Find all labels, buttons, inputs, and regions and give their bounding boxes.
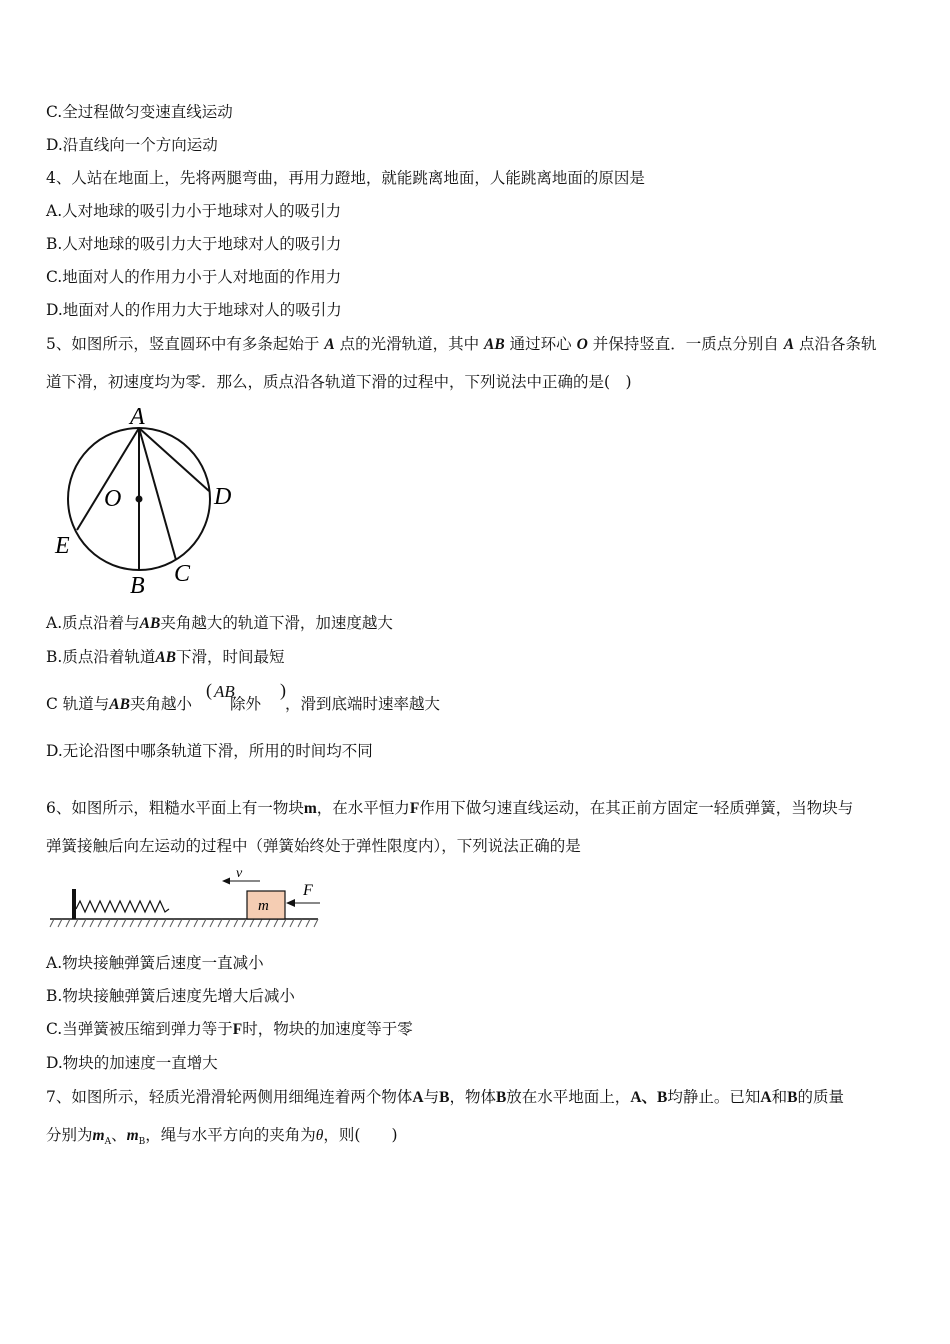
wall bbox=[72, 889, 76, 919]
q5-option-c: C 轨道与AB夹角越小 除外 ，滑到底端时速率越大 bbox=[46, 695, 441, 713]
q5-circle-figure bbox=[50, 400, 250, 600]
q4-option-a: A.人对地球的吸引力小于地球对人的吸引力 bbox=[46, 202, 342, 220]
q4-option-b: B.人对地球的吸引力大于地球对人的吸引力 bbox=[46, 235, 342, 253]
q3-option-d: D.沿直线向一个方向运动 bbox=[46, 136, 218, 154]
q5-stem-line1: 5、如图所示，竖直圆环中有多条起始于 A 点的光滑轨道，其中 AB 通过环心 O 并保持竖直．一质点分别自 A 点沿各条轨 bbox=[46, 335, 877, 353]
q5-option-c-paren-ab: AB bbox=[214, 682, 235, 701]
q4-option-d: D.地面对人的作用力大于地球对人的吸引力 bbox=[46, 301, 342, 319]
q6-option-d: D.物块的加速度一直增大 bbox=[46, 1054, 218, 1072]
q6-option-b: B.物块接触弹簧后速度先增大后减小 bbox=[46, 987, 295, 1005]
q5-option-b: B.质点沿着轨道AB下滑，时间最短 bbox=[46, 648, 285, 666]
velocity-label: v bbox=[236, 866, 243, 881]
q6-option-c: C.当弹簧被压缩到弹力等于F时，物块的加速度等于零 bbox=[46, 1020, 413, 1038]
label-a: A bbox=[130, 404, 145, 430]
q5-option-c-paren-close: ) bbox=[280, 680, 286, 700]
q3-option-c: C.全过程做匀变速直线运动 bbox=[46, 103, 233, 121]
q6-stem-line1: 6、如图所示，粗糙水平面上有一物块m，在水平恒力F作用下做匀速直线运动，在其正前方固定一轻质弹簧，当物块与 bbox=[46, 799, 854, 817]
ground-hatch bbox=[50, 919, 318, 927]
center-dot bbox=[136, 496, 143, 503]
q6-spring-figure bbox=[48, 864, 338, 934]
q4-stem: 4、人站在地面上，先将两腿弯曲，再用力蹬地，就能跳离地面，人能跳离地面的原因是 bbox=[46, 169, 645, 187]
label-b: B bbox=[130, 573, 145, 599]
q6-option-a: A.物块接触弹簧后速度一直减小 bbox=[46, 954, 264, 972]
q5-stem-line2: 道下滑，初速度均为零．那么，质点沿各轨道下滑的过程中，下列说法中正确的是( ) bbox=[46, 373, 632, 391]
label-d: D bbox=[214, 484, 232, 510]
q7-stem-line2: 分别为$m_A$、$m_B$，绳与水平方向的夹角为θ，则( ) bbox=[46, 1126, 398, 1148]
label-o: O bbox=[104, 486, 122, 512]
q7-stem-line1: 7、如图所示，轻质光滑滑轮两侧用细绳连着两个物体A与B，物体B放在水平地面上，A、B均静止。已知A和B的质量 bbox=[46, 1088, 844, 1106]
q6-stem-line2: 弹簧接触后向左运动的过程中（弹簧始终处于弹性限度内），下列说法正确的是 bbox=[46, 837, 581, 855]
velocity-arrow-head bbox=[222, 878, 230, 885]
track-ac bbox=[139, 428, 176, 560]
block-label-m: m bbox=[258, 898, 269, 914]
q5-option-d: D.无论沿图中哪条轨道下滑，所用的时间均不同 bbox=[46, 742, 373, 760]
q4-option-c: C.地面对人的作用力小于人对地面的作用力 bbox=[46, 268, 342, 286]
label-e: E bbox=[55, 533, 70, 559]
q5-option-c-paren-open: ( bbox=[206, 680, 212, 700]
force-label: F bbox=[303, 882, 313, 899]
force-arrow-head bbox=[286, 899, 295, 907]
label-c: C bbox=[174, 561, 191, 587]
q5-option-a: A.质点沿着与AB夹角越大的轨道下滑，加速度越大 bbox=[46, 614, 393, 632]
spring bbox=[76, 901, 169, 912]
track-ae bbox=[77, 428, 139, 530]
